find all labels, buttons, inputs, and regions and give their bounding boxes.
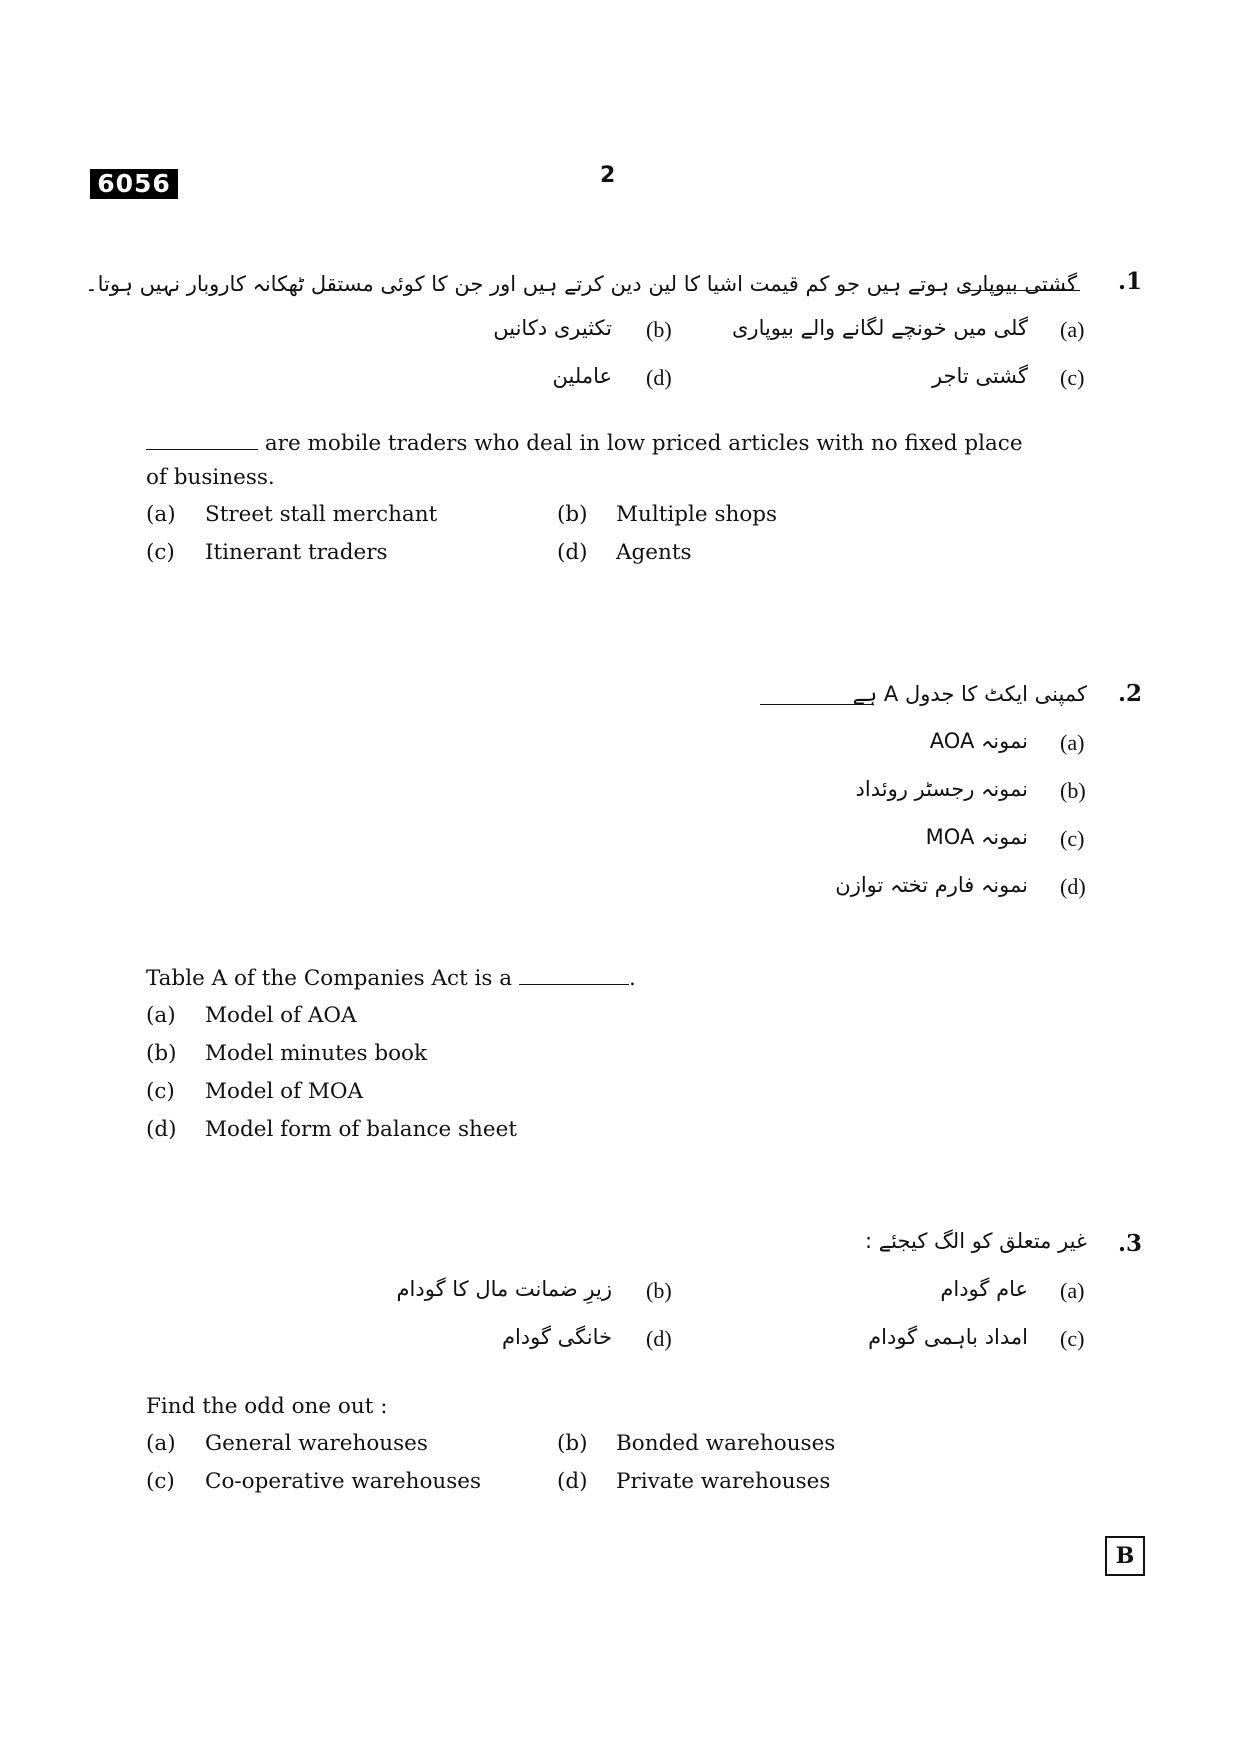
q1-option-b-text: Multiple shops [616, 502, 778, 527]
question-2-urdu-text: کمپنی ایکٹ کا جدول A ہے [852, 682, 1087, 706]
question-1-english-stem: are mobile traders who deal in low priced articles with no fixed place [264, 431, 1023, 456]
q2-option-a-text: Model of AOA [205, 1003, 357, 1028]
q2-urdu-option-c-label: (c) [1060, 826, 1085, 851]
question-2-english-stem: Table A of the Companies Act is a [146, 966, 513, 991]
question-1-urdu-text: گشتی بیوپاری ہوتے ہیں جو کم قیمت اشیا کا لین دین کرتے ہیں اور جن کا کوئی مستقل ٹھکانہ کاروبار نہیں ہوتا۔ [85, 272, 1077, 296]
q2-urdu-option-d-label: (d) [1060, 874, 1086, 899]
q2-option-a-label: (a) [146, 1003, 176, 1028]
q1-option-c-text: Itinerant traders [205, 540, 388, 565]
q3-option-c-label: (c) [146, 1469, 175, 1494]
q3-urdu-option-b-text: زیرِ ضمانت مال کا گودام [396, 1277, 612, 1301]
q1-option-d-text: Agents [616, 540, 692, 565]
q1-urdu-option-b-label: (b) [646, 317, 672, 342]
q1-option-a-label: (a) [146, 502, 176, 527]
q3-option-d-text: Private warehouses [616, 1469, 831, 1494]
q2-urdu-option-a-label: (a) [1060, 730, 1085, 755]
q1-urdu-option-d-label: (d) [646, 365, 672, 390]
q1-option-d-label: (d) [557, 540, 588, 565]
q2-option-b-label: (b) [146, 1041, 177, 1066]
question-2-urdu-blank [760, 686, 872, 705]
q3-option-c-text: Co-operative warehouses [205, 1469, 482, 1494]
q1-urdu-option-b-text: تکثیری دکانیں [493, 316, 612, 340]
q2-option-d-label: (d) [146, 1117, 177, 1142]
q3-urdu-option-c-label: (c) [1060, 1326, 1085, 1351]
booklet-series-box: B [1105, 1536, 1145, 1576]
q2-urdu-option-c-text: نمونہ MOA [925, 825, 1028, 849]
page-number: 2 [600, 163, 616, 188]
question-3-number: .3 [1118, 1230, 1143, 1257]
question-3-urdu-text: غیر متعلق کو الگ کیجئے : [865, 1229, 1087, 1253]
q2-urdu-option-a-text: نمونہ AOA [929, 729, 1028, 753]
q2-option-d-text: Model form of balance sheet [205, 1117, 517, 1142]
q1-urdu-option-a-label: (a) [1060, 317, 1085, 342]
q1-urdu-option-a-text: گلی میں خونچے لگانے والے بیوپاری [731, 316, 1028, 340]
q3-urdu-option-a-label: (a) [1060, 1278, 1085, 1303]
question-3-english-text: Find the odd one out : [146, 1394, 388, 1419]
q1-urdu-option-d-text: عاملین [552, 364, 612, 388]
q2-urdu-option-b-label: (b) [1060, 778, 1086, 803]
question-2-number: .2 [1118, 680, 1143, 707]
q2-urdu-option-d-text: نمونہ فارم تختہ توازن [835, 873, 1028, 897]
q2-option-c-label: (c) [146, 1079, 175, 1104]
question-1-english-text [146, 427, 1086, 461]
question-1-number: .1 [1118, 268, 1143, 295]
question-1-english-text-line2: of business. [146, 465, 275, 490]
q3-option-b-label: (b) [557, 1431, 588, 1456]
q2-option-b-text: Model minutes book [205, 1041, 428, 1066]
paper-code-badge: 6056 [90, 169, 178, 199]
question-2-english-text: Table A of the Companies Act is a . [146, 966, 636, 991]
question-1-english-blank [146, 431, 258, 450]
q3-urdu-option-d-text: خانگی گودام [501, 1325, 612, 1349]
q1-urdu-option-c-text: گشتی تاجر [931, 364, 1028, 388]
q3-urdu-option-b-label: (b) [646, 1278, 672, 1303]
q3-urdu-option-d-label: (d) [646, 1326, 672, 1351]
q3-option-a-text: General warehouses [205, 1431, 428, 1456]
question-2-english-blank [519, 966, 629, 985]
q3-option-b-text: Bonded warehouses [616, 1431, 836, 1456]
q3-urdu-option-a-text: عام گودام [940, 1277, 1028, 1301]
question-1-urdu-blank [962, 272, 1080, 291]
q2-urdu-option-b-text: نمونہ رجسٹر روئداد [855, 777, 1028, 801]
q1-option-c-label: (c) [146, 540, 175, 565]
q3-option-d-label: (d) [557, 1469, 588, 1494]
q2-option-c-text: Model of MOA [205, 1079, 364, 1104]
q3-urdu-option-c-text: امداد باہمی گودام [868, 1325, 1028, 1349]
q3-option-a-label: (a) [146, 1431, 176, 1456]
q1-option-a-text: Street stall merchant [205, 502, 438, 527]
q1-option-b-label: (b) [557, 502, 588, 527]
q1-urdu-option-c-label: (c) [1060, 365, 1085, 390]
